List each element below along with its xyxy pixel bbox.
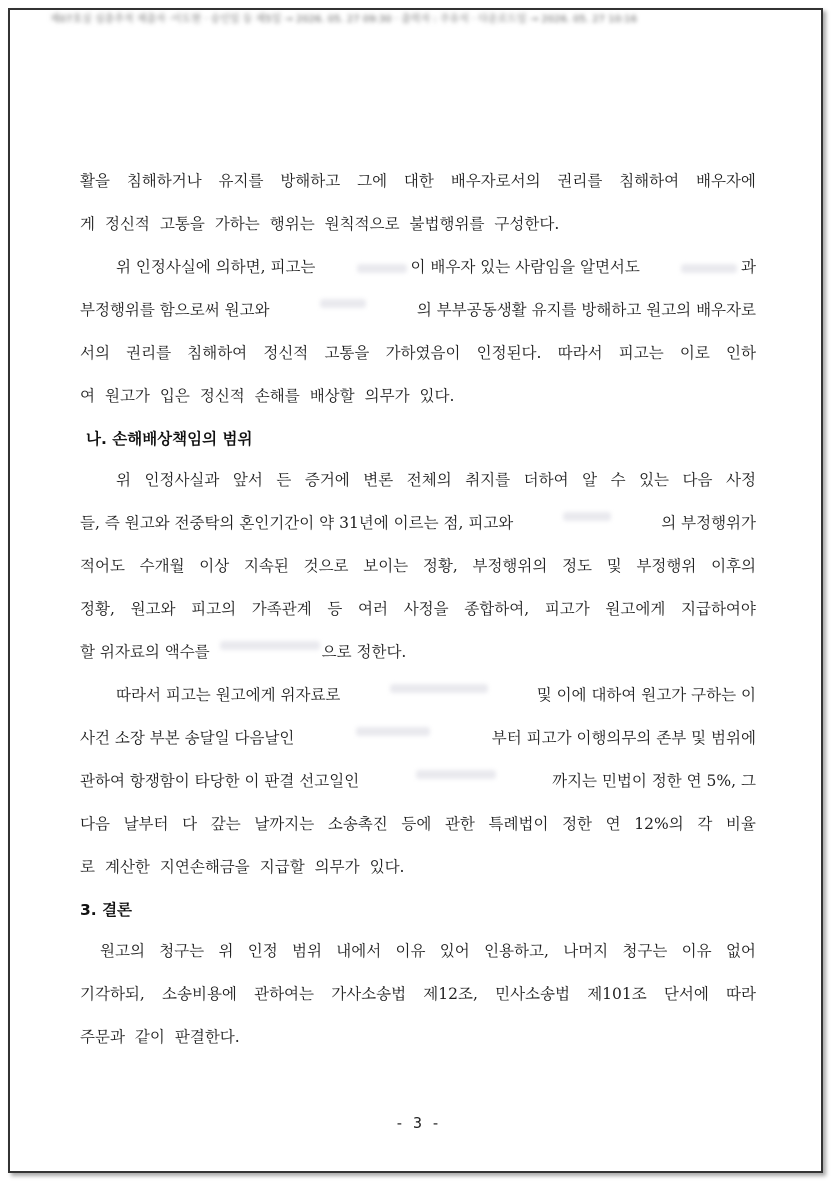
- text-segment: 따라서 피고는 원고에게 위자료로: [116, 686, 341, 704]
- word: 지연손해금을: [159, 858, 250, 876]
- word: 피고는: [618, 344, 664, 362]
- paragraph-line: [80, 469, 756, 512]
- word: 청구는: [159, 942, 205, 960]
- word: 침해하여: [187, 344, 248, 362]
- word: 각: [697, 815, 713, 833]
- word: 여러: [358, 600, 388, 618]
- word: 내에서: [336, 942, 382, 960]
- word: 방해하고: [280, 172, 341, 190]
- text-segment: 및 이에 대하여 원고가 구하는 이: [536, 686, 756, 704]
- section-heading: 3. 결론: [80, 901, 133, 919]
- word: 사정을: [403, 600, 449, 618]
- word: 배상할: [309, 387, 355, 405]
- page-number: - 3 -: [394, 1114, 441, 1132]
- text-segment: 의 부부공동생활 유지를 방해하고 원고의 배우자로: [416, 301, 756, 319]
- word: 이후의: [711, 557, 756, 575]
- text-segment: 으로 정한다.: [321, 643, 407, 661]
- redacted-name: [681, 264, 737, 273]
- redacted-name: [320, 299, 366, 308]
- word: 가하였음이: [385, 344, 461, 362]
- word: 정신적: [104, 215, 150, 233]
- text-segment: 까지는 민법이 정한 연 5%, 그: [552, 772, 756, 790]
- word: 있다.: [419, 387, 455, 405]
- word: 침해하여: [619, 172, 680, 190]
- redacted-date: [416, 770, 496, 779]
- word: 관하여는: [254, 985, 315, 1003]
- word: 다: [182, 815, 198, 833]
- word: 정한: [562, 815, 593, 833]
- paragraph-line: [80, 555, 756, 598]
- word: 행위는: [269, 215, 315, 233]
- word: 같이: [134, 1028, 165, 1046]
- word: 정도: [562, 557, 593, 575]
- text-segment: 과: [741, 258, 756, 276]
- word: 것으로: [303, 557, 349, 575]
- word: 피고의: [191, 600, 237, 618]
- word: 날부터: [123, 815, 169, 833]
- word: 원고의: [100, 942, 145, 960]
- word: 앞서: [232, 471, 263, 489]
- word: 정황,: [80, 600, 115, 618]
- word: 고통을: [159, 215, 205, 233]
- word: 12%의: [634, 815, 684, 833]
- word: 가사소송법: [331, 985, 407, 1003]
- paragraph-line: [80, 856, 756, 899]
- word: 권리를: [126, 344, 172, 362]
- text-segment: 할 위자료의 액수를: [80, 643, 210, 661]
- word: 갚는: [210, 815, 241, 833]
- word: 없어: [725, 942, 756, 960]
- word: 의무가: [364, 387, 410, 405]
- word: 지속된: [243, 557, 289, 575]
- word: 기각하되,: [80, 985, 145, 1003]
- word: 청구는: [622, 942, 668, 960]
- word: 부정행위의: [472, 557, 548, 575]
- word: 다음: [80, 815, 110, 833]
- word: 이유: [395, 942, 426, 960]
- text-segment: 사건 소장 부본 송달일 다음날인: [80, 729, 295, 747]
- word: 변론: [363, 471, 394, 489]
- word: 보이는: [363, 557, 409, 575]
- word: 계산한: [104, 858, 150, 876]
- word: 소송촉진: [327, 815, 388, 833]
- blurred-document-header: 제07호실 심층추적 제출자 ·이도현 · 승인일 등 제5일 → 2026. 05. 27 09:30 · 출력자 : 주유석 · 다운로드일 → 2026. 05. 27 10:16: [50, 14, 637, 25]
- word: 다음: [682, 471, 713, 489]
- word: 따라: [726, 985, 756, 1003]
- word: 게: [80, 215, 95, 233]
- text-segment: 위 인정사실에 의하면, 피고는: [116, 258, 316, 276]
- word: 이로: [679, 344, 710, 362]
- word: 비율: [725, 815, 756, 833]
- paragraph-line: [80, 598, 756, 641]
- word: 지급할: [259, 858, 305, 876]
- paragraph-line: [80, 170, 756, 213]
- word: 특례법이: [488, 815, 549, 833]
- word: 수개월: [139, 557, 185, 575]
- word: 침해하거나: [126, 172, 202, 190]
- word: 피고가: [544, 600, 590, 618]
- word: 소송비용에: [162, 985, 237, 1003]
- word: 가하는: [214, 215, 260, 233]
- word: 알: [582, 471, 598, 489]
- word: 인하: [726, 344, 756, 362]
- paragraph-line: [80, 1026, 756, 1069]
- text-segment: 이 배우자 있는 사람임을 알면서도: [410, 258, 640, 276]
- word: 민사소송법: [495, 985, 570, 1003]
- text-segment: 부정행위를 함으로써 원고와: [80, 301, 270, 319]
- word: 제12조,: [423, 985, 478, 1003]
- word: 로: [80, 858, 95, 876]
- word: 배우자에: [695, 172, 756, 190]
- word: 서의: [80, 344, 110, 362]
- paragraph-line: [80, 983, 756, 1026]
- word: 주문과: [80, 1028, 125, 1046]
- word: 원칙적으로: [324, 215, 400, 233]
- word: 여: [80, 387, 95, 405]
- paragraph-line: [80, 641, 756, 684]
- text-segment: 의 부정행위가: [661, 514, 756, 532]
- word: 부정행위: [636, 557, 697, 575]
- word: 이상: [199, 557, 230, 575]
- word: 유지를: [218, 172, 264, 190]
- word: 든: [276, 471, 292, 489]
- word: 위: [218, 942, 234, 960]
- word: 따라서: [557, 344, 603, 362]
- word: 범위: [292, 942, 322, 960]
- word: 고통을: [324, 344, 370, 362]
- word: 그에: [357, 172, 388, 190]
- redacted-amount: [220, 641, 320, 650]
- word: 있다.: [369, 858, 405, 876]
- word: 정신적: [199, 387, 245, 405]
- word: 인정: [247, 942, 278, 960]
- word: 사정: [726, 471, 756, 489]
- word: 수: [610, 471, 626, 489]
- word: 등: [327, 600, 343, 618]
- word: 나머지: [563, 942, 609, 960]
- paragraph-line: [80, 256, 756, 299]
- text-segment: 들, 즉 원고와 전중탁의 혼인기간이 약 31년에 이르는 점, 피고와: [80, 514, 514, 532]
- word: 손해를: [254, 387, 300, 405]
- word: 원고에게: [605, 600, 666, 618]
- word: 입은: [159, 387, 190, 405]
- redacted-date: [356, 727, 430, 736]
- word: 더하여: [523, 471, 569, 489]
- paragraph-line: [80, 940, 756, 983]
- word: 등에: [401, 815, 432, 833]
- paragraph-line: [80, 770, 756, 813]
- word: 불법행위를: [409, 215, 485, 233]
- word: 활을: [80, 172, 110, 190]
- word: 관한: [444, 815, 475, 833]
- paragraph-line: [80, 684, 756, 727]
- word: 원고가: [104, 387, 150, 405]
- word: 가족관계: [251, 600, 312, 618]
- text-segment: 관하여 항쟁함이 타당한 이 판결 선고일인: [80, 772, 360, 790]
- paragraph-line: [80, 342, 756, 385]
- word: 연: [605, 815, 621, 833]
- word: 구성한다.: [494, 215, 560, 233]
- text-segment: 부터 피고가 이행의무의 존부 및 범위에: [491, 729, 756, 747]
- redacted-name: [357, 264, 407, 273]
- redacted-name: [563, 512, 611, 521]
- word: 전체의: [406, 471, 452, 489]
- word: 지급하여야: [681, 600, 756, 618]
- word: 의무가: [314, 858, 360, 876]
- word: 취지를: [465, 471, 511, 489]
- paragraph-line: [80, 813, 756, 856]
- word: 판결한다.: [174, 1028, 240, 1046]
- word: 단서에: [663, 985, 709, 1003]
- word: 정황,: [422, 557, 458, 575]
- paragraph-line: [80, 213, 756, 256]
- word: 위: [116, 471, 131, 489]
- paragraph-line: [80, 385, 756, 428]
- word: 대한: [403, 172, 434, 190]
- word: 및: [606, 557, 622, 575]
- section-heading: 나. 손해배상책임의 범위: [86, 430, 253, 448]
- word: 권리를: [557, 172, 603, 190]
- word: 인정된다.: [476, 344, 542, 362]
- word: 증거에: [304, 471, 350, 489]
- document-body: [80, 170, 756, 1069]
- paragraph-line: [80, 727, 756, 770]
- word: 종합하여,: [464, 600, 530, 618]
- paragraph-line: [80, 512, 756, 555]
- word: 적어도: [80, 557, 125, 575]
- word: 제101조: [587, 985, 647, 1003]
- word: 배우자로서의: [450, 172, 541, 190]
- word: 원고와: [130, 600, 176, 618]
- word: 있는: [639, 471, 670, 489]
- word: 인정사실과: [144, 471, 220, 489]
- word: 있어: [439, 942, 470, 960]
- paragraph-line: [80, 299, 756, 342]
- word: 정신적: [263, 344, 309, 362]
- redacted-amount: [390, 684, 488, 693]
- word: 이유: [681, 942, 712, 960]
- word: 날까지는: [254, 815, 315, 833]
- word: 인용하고,: [484, 942, 549, 960]
